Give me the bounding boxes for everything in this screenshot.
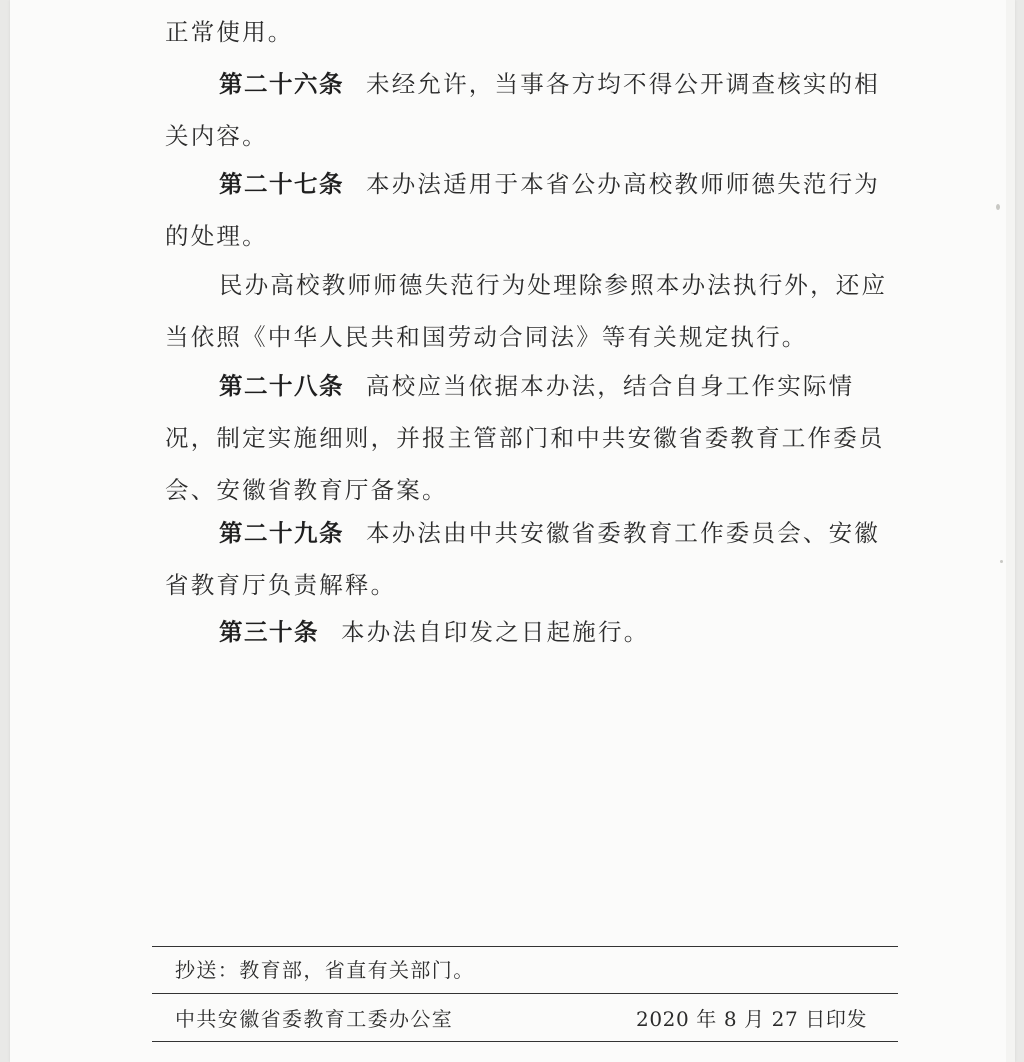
article-label: 第二十七条 <box>219 170 344 198</box>
article-29 <box>165 507 905 611</box>
article-label: 第二十八条 <box>219 372 344 400</box>
footer-rule-middle <box>152 993 898 994</box>
article-text: 本办法由中共安徽省委教育工作委员会、安徽省教育厅负责解释。 <box>165 519 880 599</box>
article-26 <box>165 58 905 162</box>
article-30 <box>165 606 905 658</box>
cc-line: 抄送：教育部，省直有关部门。 <box>175 958 475 982</box>
article-27 <box>165 158 905 262</box>
article-text: 未经允许，当事各方均不得公开调查核实的相关内容。 <box>165 70 880 150</box>
footer-rule-bottom <box>152 1041 898 1042</box>
article-text: 高校应当依据本办法，结合自身工作实际情况，制定实施细则，并报主管部门和中共安徽省委教育工作委员会、安徽省教育厅备案。 <box>165 372 885 504</box>
scan-speck <box>996 204 1000 210</box>
article-label: 第二十九条 <box>219 519 344 547</box>
article-text: 民办高校教师师德失范行为处理除参照本办法执行外，还应当依照《中华人民共和国劳动合同法》等有关规定执行。 <box>165 271 888 351</box>
article-text: 本办法自印发之日起施行。 <box>341 618 650 646</box>
footer-rule-top <box>152 946 898 947</box>
article-text: 本办法适用于本省公办高校教师师德失范行为的处理。 <box>165 170 880 250</box>
article-28 <box>165 360 905 516</box>
article-27-paragraph-2 <box>165 259 905 363</box>
continuation-text: 正常使用。 <box>165 18 294 46</box>
article-label: 第二十六条 <box>219 70 344 98</box>
page-edge <box>1006 0 1015 1062</box>
article-label: 第三十条 <box>219 618 319 646</box>
scan-speck <box>1000 560 1003 563</box>
issuer: 中共安徽省委教育工委办公室 <box>175 1007 454 1031</box>
issue-date: 2020 年 8 月 27 日印发 <box>636 1007 868 1031</box>
